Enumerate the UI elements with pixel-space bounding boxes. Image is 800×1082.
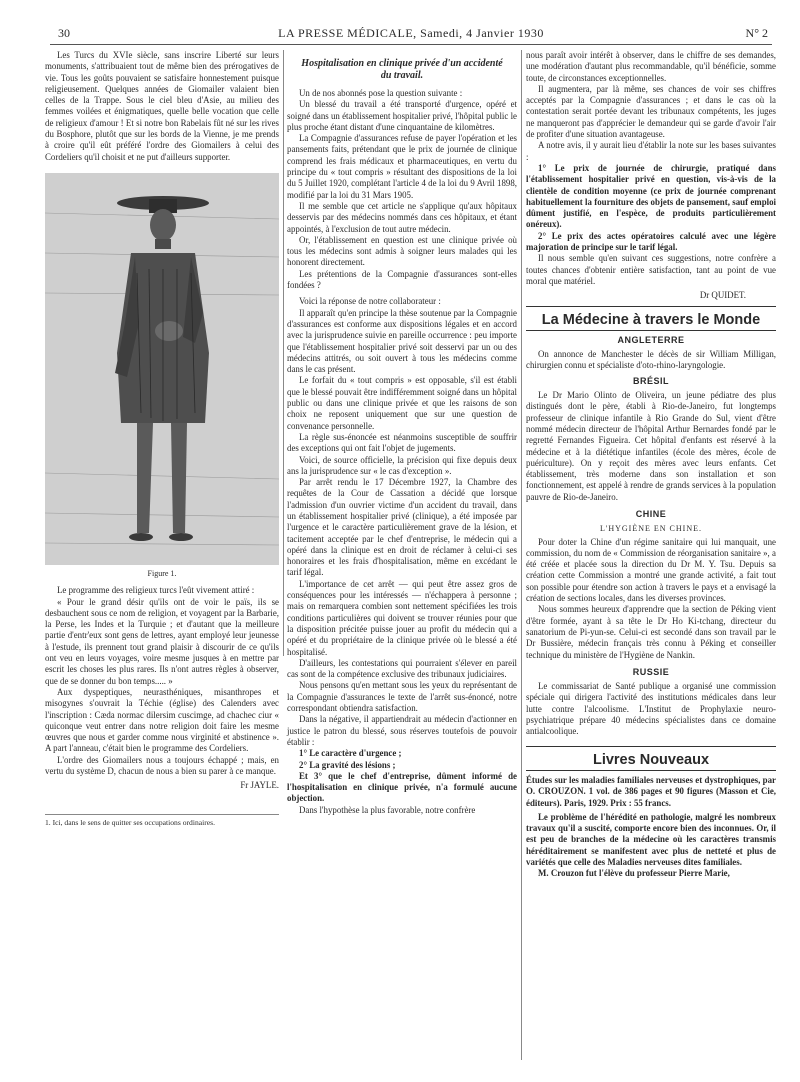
country-heading: ANGLETERRE [617, 334, 685, 345]
journal-title: LA PRESSE MÉDICALE, Samedi, 4 Janvier 1930 [278, 26, 544, 40]
paragraph: Le Dr Mario Olinto de Oliveira, un jeune pédiatre des plus distingués dont le père, établi à Rio-de-Janeiro, fut longtemps professeur de clinique infantile à Rio Grande do Sul, vient d'être nommé médecin directeur de l'hôpital Arthur Bernardes fondé par le regretté Fernandes Figueira. Cet hôpital d'enfants est réservé à la médecine et à la diététique infantiles (école des mères, école de puériculture). On y reçoit des mères avec leurs enfants. Cet établissement, très moderne dans son installation et son fonctionnement, est appelé à rendre de grands services à la population pauvre de Rio-de-Janeiro. [526, 390, 776, 502]
paragraph: D'ailleurs, les contestations qui pourraient s'élever en pareil cas sont de la compétence exclusive des tribunaux judiciaires. [287, 657, 517, 680]
figure-engraving [45, 173, 279, 565]
paragraph: Or, l'établissement en question est une clinique privée où tous les médecins sont admis à soigner leurs malades qui les honorent directement. [287, 234, 517, 268]
column-right [526, 50, 776, 880]
section-rule [526, 330, 776, 331]
paragraph: Par arrêt rendu le 17 Décembre 1927, la Chambre des requêtes de la Cour de Cassation a décidé que lorsque l'admission d'un ouvrier victime d'un accident du travail, dans un établissement hospitalier privé (clinique), a été imposée par l'urgence et le caractère particulièrement grave de la lésion, et tacitement acceptée par le chef d'entreprise, le médecin qui a opéré dans la clinique est en droit de réclamer à celui-ci ses honoraires et les frais d'hospitalisation, même en excédant le tarif légal. [287, 477, 517, 578]
quotation-paragraph: « Pour le grand désir qu'ils ont de voir le païs, ils se desbauchent sous ce nom de religion, et voyagent par la Barbarie, la Perse, les Indes et la Turquie ; et d'autant que la meilleure partie d'entr'eux sont gens de lettres, ayant employé leur jeunesse à l'estude, ils prennent tout grand plaisir à discourir de ce qu'ils ont veu en leurs voyages, voire mesme jusques à en mettre par escrit les choses les plus rares. Ils n'ont autres règles à observer, que de se donner du bon temps..... » [45, 596, 279, 686]
paragraph: Le programme des religieux turcs l'eût vivement attiré : [57, 585, 255, 596]
books-section-title: Livres Nouveaux [592, 751, 710, 768]
country-heading: BRÉSIL [632, 375, 669, 386]
paragraph: Dans la négative, il appartiendrait au médecin d'actionner en justice le patron du blessé, sous réserves toutefois de pouvoir établir : [287, 714, 517, 747]
paragraph: Un de nos abonnés pose la question suivante : [299, 88, 463, 98]
section-rule [526, 770, 776, 771]
section-title: La Médecine à travers le Monde [541, 311, 761, 328]
article-title: Hospitalisation en clinique privée d'un accidenté du travail. [301, 58, 503, 81]
paragraph: La règle sus-énoncée est néanmoins susceptible de souffrir des exceptions qui ont fait l'objet de jugements. [287, 431, 517, 454]
paragraph: A notre avis, il y aurait lieu d'établir la note sur les bases suivantes : [526, 140, 776, 162]
paragraph: Nous sommes heureux d'apprendre que la section de Péking vient d'être formée, ayant à sa tête le Dr Ho Ki-tchang, directeur du sanatorium de Pi-yun-se. Celui-ci est secondé dans son travail par le Dr Bussière, médecin français très connu à Péking et conseiller technique du ministère de l'Hygiène de Nankin. [526, 604, 776, 660]
paragraph: La Compagnie d'assurances refuse de payer l'opération et les pansements faits, prétendant que le prix de journée de clinique comprend les frais médicaux et pharmaceutiques, en vertu du principe du « tout compris » résultant des dispositions de la loi du 5 Juillet 1920, complétant l'article 4 de la loi du 9 Avril 1898, modifié par la loi du 31 Mars 1905. [287, 133, 517, 200]
paragraph: On annonce de Manchester le décès de sir William Milligan, chirurgien connu et spécialiste d'oto-rhino-laryngologie. [526, 349, 776, 371]
paragraph: Le commissariat de Santé publique a organisé une commission spéciale qui dirigera l'activité des institutions médicales dans leur lutte contre l'alcoolisme. L'Institut de Prophylaxie neuro-psychiatrique prépare 40 médecins spécialistes dans ce domaine antialcoolique. [526, 681, 776, 737]
subheading: L'HYGIÈNE EN CHINE. [600, 524, 702, 534]
footnote: 1. Ici, dans le sens de quitter ses occupations ordinaires. [45, 814, 279, 828]
paragraph: M. Crouzon fut l'élève du professeur Pierre Marie, [538, 868, 730, 879]
paragraph: L'importance de cet arrêt — qui peut être assez gros de conséquences pour les intéressés — n'échappera à personne ; mais on remarquera combien sont nettement spécifiées les trois conditions particulières qui doivent se trouver réunies pour que la disposition précitée puisse jouer au profit du médecin qui a opéré et du propriétaire de la clinique privée où le blessé a été hospitalisé. [287, 578, 517, 657]
issue-number: N° 2 [745, 26, 768, 40]
figure-caption: Figure 1. [147, 568, 177, 578]
page-header [50, 22, 772, 45]
intro-paragraph: Les Turcs du XVIe siècle, sans inscrire Liberté sur leurs monuments, s'attribuaient tout de même bien des prérogatives de vie. Tous les goûts pouvaient se satisfaire honnestement puisque religieusement. Quelques années de Giomailer valaient bien celles de la Trappe. Sous le ciel bleu d'Asie, au milieu des femmes voilées et énigmatiques, quelle belle vocation que celle de religieux d'amour ! Et si notre bon Rabelais fût né sur les rives du Bosphore, plutôt que sur les bords de la Vienne, je me prends à croire qu'il eût préféré l'ordre des Giomailers à celui des Cordeliers qu'il choisit et ne put d'ailleurs supporter. [45, 50, 279, 162]
paragraph: Il me semble que cet article ne s'applique qu'aux hôpitaux desservis par des médecins nommés dans ces hôpitaux, et étant appointés, à l'exclusion de tout autre médecin. [287, 200, 517, 234]
paragraph: Le forfait du « tout compris » est opposable, s'il est établi que le blessé pouvait être indifféremment soigné dans un hôpital public ou dans une clinique privée et que les raisons de son choix ne reposent uniquement que sur une question de convenance personnelle. [287, 375, 517, 431]
book-reference: Études sur les maladies familiales nerveuses et dystrophiques, par O. CROUZON. 1 vol. de 386 pages et 90 figures (Masson et Cie, éditeurs). Paris, 1929. Prix : 55 francs. [526, 774, 776, 808]
section-rule [526, 746, 776, 747]
column-left [45, 50, 279, 827]
country-heading: CHINE [635, 508, 667, 519]
paragraph: 1° Le prix de journée de chirurgie, pratiqué dans l'établissement hospitalier privé en question, vis-à-vis de la clientèle de condition moyenne (ce prix de journée comprenant habituellement la fourniture des objets de pansement, sauf emploi dûment justifié, en l'espèce, de produits particulièrement onéreux). [526, 162, 776, 230]
paragraph: Un blessé du travail a été transporté d'urgence, opéré et soigné dans un établissement hospitalier privé, l'hôpital public le plus proche étant distant d'une cinquantaine de kilomètres. [287, 99, 517, 132]
page-number: 30 [58, 26, 70, 40]
list-item: 2° La gravité des lésions ; [299, 759, 396, 770]
paragraph: L'ordre des Giomailers nous a toujours échappé ; mais, en vertu du système D, chacun de nous a bien su parer à ce manque. [45, 754, 279, 777]
paragraph: Aux dyspeptiques, neurasthéniques, misanthropes et misogynes s'ouvrait la Téchie (église) des Calenders avec l'inscription : Cæda normac dilersim cuscimge, ad chachec ciur « quiconque veut entrer dans notre religion doit faire les mesme œuvres que nous et garder comme nous virginité et abstinence ». A part l'anneau, c'était bien le programme des Cordeliers. [45, 686, 279, 754]
paragraph: Le problème de l'hérédité en pathologie, malgré les nombreux travaux qu'il a suscité, comporte encore bien des inconnues. Or, il est peu de branches de la médecine où les caractères transmis héréditairement se manifestent avec plus de netteté et plus de variétés que celle des Maladies nerveuses dites familiales. [526, 811, 776, 867]
paragraph: Pour doter la Chine d'un régime sanitaire qui lui manquait, une commission, du nom de « Commission de réorganisation sanitaire », a été créée et placée sous la direction du Dr M. Y. Tsu. Depuis sa création cette Commission a montré une grande activité, a fait tout son possible pour étendre son action à travers le pays et a envisagé la création de sections locales, dans les diverses provinces. [526, 536, 776, 604]
paragraph: Nous pensons qu'en mettant sous les yeux du représentant de la Compagnie d'assurances le texte de l'arrêt sus-énoncé, notre correspondant obtiendra satisfaction. [287, 680, 517, 714]
paragraph: Il nous semble qu'en suivant ces suggestions, notre confrère a toutes chances d'obtenir entière satisfaction, tant au point de vue moral que matériel. [526, 253, 776, 286]
author-signature: Fr JAYLE. [240, 780, 279, 791]
list-item: 1° Le caractère d'urgence ; [299, 748, 402, 759]
author-signature: Dr QUIDET. [699, 290, 746, 301]
column-divider-right [521, 50, 522, 1060]
list-item: Et 3° que le chef d'entreprise, dûment informé de l'hospitalisation en clinique privée, n'a formulé aucune objection. [287, 770, 517, 804]
column-middle [287, 50, 517, 816]
paragraph: Il augmentera, par là même, ses chances de voir ses chiffres acceptés par la Compagnie d'assurances ; et dans le cas où la contestation serait portée devant les tribunaux compétents, les juges ne manqueront pas d'apprécier le demandeur qui se garde d'avoir l'air de profiter d'une situation avantageuse. [526, 83, 776, 140]
monk-engraving-illustration [45, 173, 279, 565]
paragraph: 2° Le prix des actes opératoires calculé avec une légère majoration de principe sur le tarif légal. [526, 230, 776, 253]
paragraph: Voici la réponse de notre collaborateur : [299, 296, 441, 307]
paragraph: Il apparaît qu'en principe la thèse soutenue par la Compagnie d'assurances est conforme aux dispositions légales et en accord avec la jurisprudence suivie en pareille occurrence : peu importe que l'établissement hospitalier privé soit desservi par un ou des médecins attitrés, ou soit ouvert à tous les médecins comme dans le cas présent. [287, 307, 517, 375]
paragraph: Voici, de source officielle, la précision qui fixe depuis deux ans la jurisprudence sur « le cas d'exception ». [287, 454, 517, 476]
column-divider-left [283, 50, 284, 656]
paragraph: Dans l'hypothèse la plus favorable, notre confrère [299, 804, 476, 815]
paragraph: Les prétentions de la Compagnie d'assurances sont-elles fondées ? [287, 268, 517, 291]
paragraph: nous paraît avoir intérêt à observer, dans le chiffre de ses demandes, une modération d'autant plus recommandable, qu'il bénéficie, somme toute, de circonstances exceptionnelles. [526, 50, 776, 83]
country-heading: RUSSIE [632, 666, 670, 677]
section-rule [526, 306, 776, 307]
